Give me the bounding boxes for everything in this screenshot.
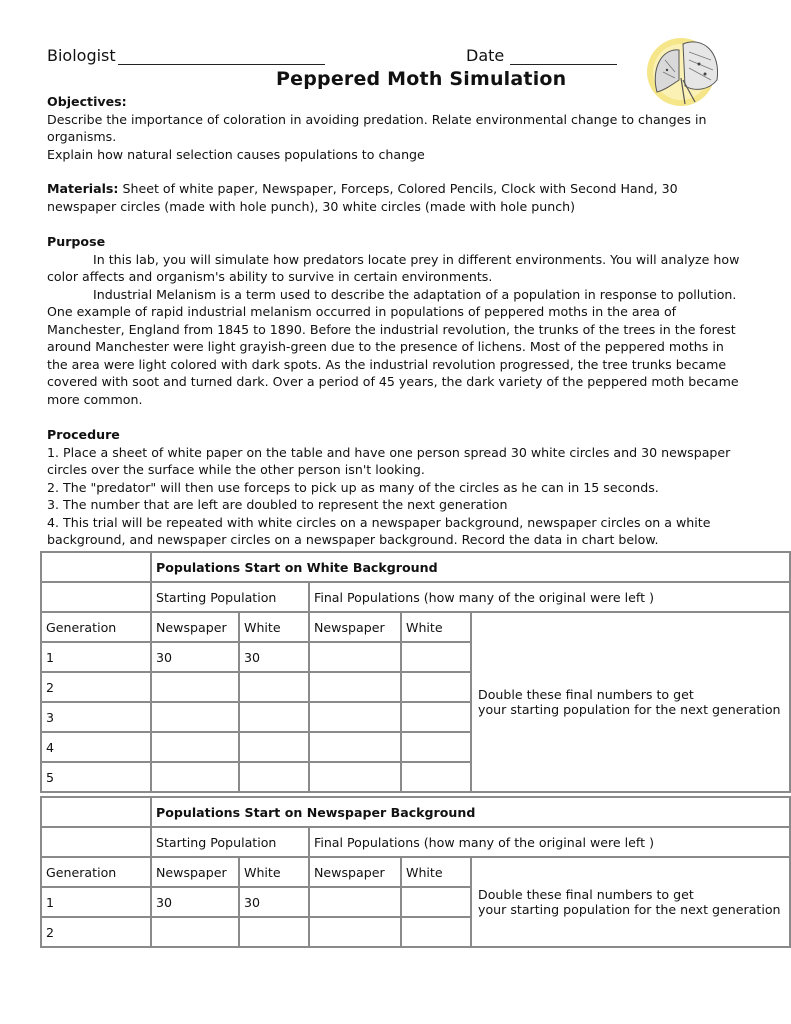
purpose-line: Industrial Melanism is a term used to describe the adaptation of a population in response to pollution. — [93, 286, 737, 302]
generation-cell: 3 — [41, 702, 151, 732]
materials-line: newspaper circles (made with hole punch), 30 white circles (made with hole punch) — [47, 198, 576, 214]
biologist-input-line[interactable] — [118, 64, 325, 65]
double-note — [471, 612, 790, 792]
final-white-cell[interactable] — [401, 642, 471, 672]
purpose-line: Manchester, England from 1845 to 1890. Before the industrial revolution, the trunks of the trees in the forest — [47, 321, 736, 337]
purpose-line: color affects and organism's ability to survive in certain environments. — [47, 269, 493, 284]
purpose-line: One example of rapid industrial melanism occurred in populations of peppered moths in the area of — [47, 304, 677, 319]
start-newspaper-cell[interactable] — [151, 702, 239, 732]
procedure-line: background, and newspaper circles on a newspaper background. Record the data in chart below. — [47, 532, 659, 547]
table-title: Populations Start on Newspaper Background — [151, 797, 790, 827]
newspaper-header: Newspaper — [309, 612, 401, 642]
biologist-label: Biologist — [47, 46, 116, 65]
white-header: White — [401, 857, 471, 887]
final-white-cell[interactable] — [401, 887, 471, 917]
starting-population-header: Starting Population — [151, 582, 309, 612]
final-newspaper-cell[interactable] — [309, 702, 401, 732]
double-note — [471, 857, 790, 947]
generation-cell: 5 — [41, 762, 151, 792]
procedure-line: circles over the surface while the other person isn't looking. — [47, 462, 425, 477]
table-cell — [41, 582, 151, 612]
generation-header: Generation — [41, 612, 151, 642]
newspaper-background-table — [40, 796, 791, 948]
final-newspaper-cell[interactable] — [309, 887, 401, 917]
final-white-cell[interactable] — [401, 702, 471, 732]
purpose-line: In this lab, you will simulate how predators locate prey in different environments. You will analyze how — [93, 251, 740, 267]
purpose-line: more common. — [47, 391, 143, 407]
generation-cell: 2 — [41, 917, 151, 947]
start-newspaper-cell[interactable] — [151, 917, 239, 947]
final-newspaper-cell[interactable] — [309, 762, 401, 792]
newspaper-header: Newspaper — [309, 857, 401, 887]
note-line: Double these final numbers to get — [478, 687, 694, 702]
purpose-heading: Purpose — [47, 234, 106, 249]
white-header: White — [239, 857, 309, 887]
objectives-line: organisms. — [47, 129, 117, 144]
procedure-line: 4. This trial will be repeated with white circles on a newspaper background, newspaper circles on a white — [47, 514, 711, 530]
start-white-cell[interactable] — [239, 732, 309, 762]
generation-cell: 1 — [41, 887, 151, 917]
materials-line: Sheet of white paper, Newspaper, Forceps, Colored Pencils, Clock with Second Hand, 30 — [122, 181, 678, 196]
final-white-cell[interactable] — [401, 762, 471, 792]
note-line: Double these final numbers to get — [478, 887, 694, 902]
start-white-cell[interactable]: 30 — [239, 887, 309, 917]
objectives-line: Describe the importance of coloration in avoiding predation. Relate environmental change to changes in — [47, 111, 707, 127]
start-white-cell[interactable]: 30 — [239, 642, 309, 672]
start-white-cell[interactable] — [239, 672, 309, 702]
procedure-line: 3. The number that are left are doubled to represent the next generation — [47, 497, 508, 512]
date-label: Date — [466, 46, 505, 65]
generation-header: Generation — [41, 857, 151, 887]
purpose-line: the area were light colored with dark spots. As the industrial revolution progressed, the tree trunks became — [47, 356, 727, 372]
procedure-line: 2. The "predator" will then use forceps to pick up as many of the circles as he can in 15 seconds. — [47, 479, 659, 495]
final-white-cell[interactable] — [401, 732, 471, 762]
table-title: Populations Start on White Background — [151, 552, 790, 582]
newspaper-header: Newspaper — [151, 612, 239, 642]
generation-cell: 4 — [41, 732, 151, 762]
table-cell — [41, 827, 151, 857]
procedure-heading: Procedure — [47, 427, 120, 442]
final-white-cell[interactable] — [401, 917, 471, 947]
newspaper-header: Newspaper — [151, 857, 239, 887]
white-header: White — [401, 612, 471, 642]
start-newspaper-cell[interactable] — [151, 732, 239, 762]
objectives-heading: Objectives: — [47, 94, 127, 109]
start-newspaper-cell[interactable]: 30 — [151, 887, 239, 917]
purpose-line: covered with soot and turned dark. Over a period of 45 years, the dark variety of the peppered moth became — [47, 374, 739, 389]
objectives-line: Explain how natural selection causes populations to change — [47, 146, 425, 162]
generation-cell: 1 — [41, 642, 151, 672]
starting-population-header: Starting Population — [151, 827, 309, 857]
generation-cell: 2 — [41, 672, 151, 702]
start-newspaper-cell[interactable] — [151, 672, 239, 702]
objectives-section — [47, 93, 767, 163]
final-white-cell[interactable] — [401, 672, 471, 702]
note-line: your starting population for the next generation — [478, 702, 781, 717]
final-populations-header: Final Populations (how many of the original were left ) — [309, 827, 790, 857]
start-white-cell[interactable] — [239, 762, 309, 792]
materials-heading: Materials: — [47, 181, 119, 196]
start-white-cell[interactable] — [239, 702, 309, 732]
final-newspaper-cell[interactable] — [309, 732, 401, 762]
materials-section — [47, 180, 767, 215]
start-newspaper-cell[interactable]: 30 — [151, 642, 239, 672]
date-input-line[interactable] — [510, 64, 617, 65]
start-newspaper-cell[interactable] — [151, 762, 239, 792]
final-newspaper-cell[interactable] — [309, 917, 401, 947]
purpose-section — [47, 233, 775, 408]
table-cell — [41, 552, 151, 582]
page-title: Peppered Moth Simulation — [276, 68, 567, 90]
note-line: your starting population for the next generation — [478, 902, 781, 917]
white-background-table — [40, 551, 791, 793]
white-header: White — [239, 612, 309, 642]
final-newspaper-cell[interactable] — [309, 672, 401, 702]
purpose-line: around Manchester were light grayish-green due to the presence of lichens. Most of the peppered moths in — [47, 339, 724, 354]
table-cell — [41, 797, 151, 827]
procedure-section — [47, 426, 775, 549]
procedure-line: 1. Place a sheet of white paper on the table and have one person spread 30 white circles and 30 newspaper — [47, 444, 731, 460]
final-newspaper-cell[interactable] — [309, 642, 401, 672]
final-populations-header: Final Populations (how many of the original were left ) — [309, 582, 790, 612]
start-white-cell[interactable] — [239, 917, 309, 947]
